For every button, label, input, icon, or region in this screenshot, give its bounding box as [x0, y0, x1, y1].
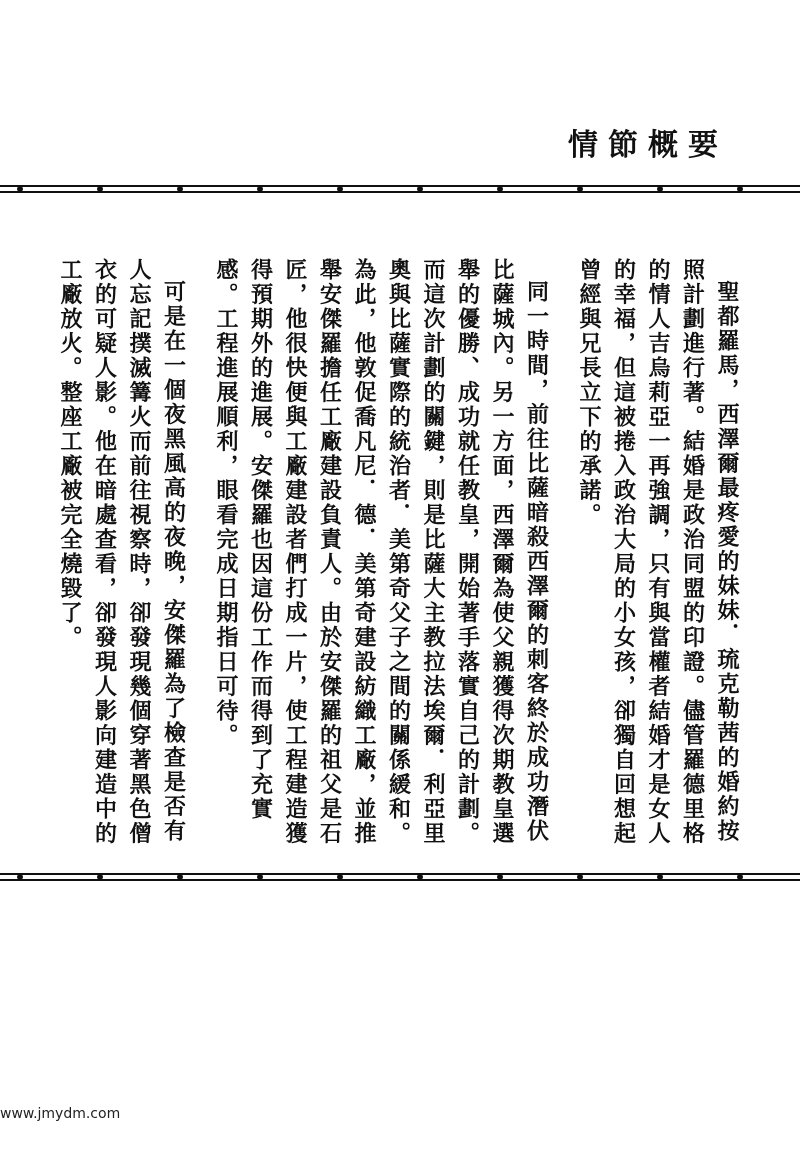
synopsis-paragraph-2: 同一時間，前往比薩暗殺西澤爾的刺客終於成功潛伏比薩城內。另一方面，西澤爾為使父親獲得次期教皇選舉的優勝、成功就任教皇，開始著手落實自己的計劃。而這次計劃的關鍵，則是比薩大主教拉法埃爾．利亞里奧與比薩實際的統治者．美第奇父子之間的關係緩和。為此，他敦促喬凡尼．德．美第奇建設紡織工廠，並推舉安傑羅擔任工廠建設負責人。由於安傑羅的祖父是石匠，他很快便與工廠建設者們打成一片，使工程建造獲得預期外的進展。安傑羅也因這份工作而得到了充實感。工程進展順利，眼看完成日期指日可待。 [213, 258, 550, 846]
watermark-url: www.jmydm.com [0, 1106, 121, 1122]
bottom-ornamental-rule [0, 868, 800, 886]
synopsis-paragraph-3: 可是在一個夜黑風高的夜晚，安傑羅為了檢查是否有人忘記撲滅篝火而前往視察時，卻發現幾個穿著黑色僧衣的可疑人影。他在暗處查看，卻發現人影向建造中的工廠放火。整座工廠被完全燒毀了。 [57, 258, 187, 846]
synopsis-text [24, 258, 744, 858]
top-ornamental-rule [0, 180, 800, 198]
synopsis-paragraph-1: 聖都羅馬，西澤爾最疼愛的妹妹．琉克勒茜的婚約按照計劃進行著。結婚是政治同盟的印證。儘管羅德里格的情人吉烏莉亞一再強調，只有與當權者結婚才是女人的幸福，但這被捲入政治大局的小女孩，卻獨自回想起曾經與兄長立下的承諾。 [576, 258, 740, 846]
page-title: 情節概要 [568, 128, 728, 163]
